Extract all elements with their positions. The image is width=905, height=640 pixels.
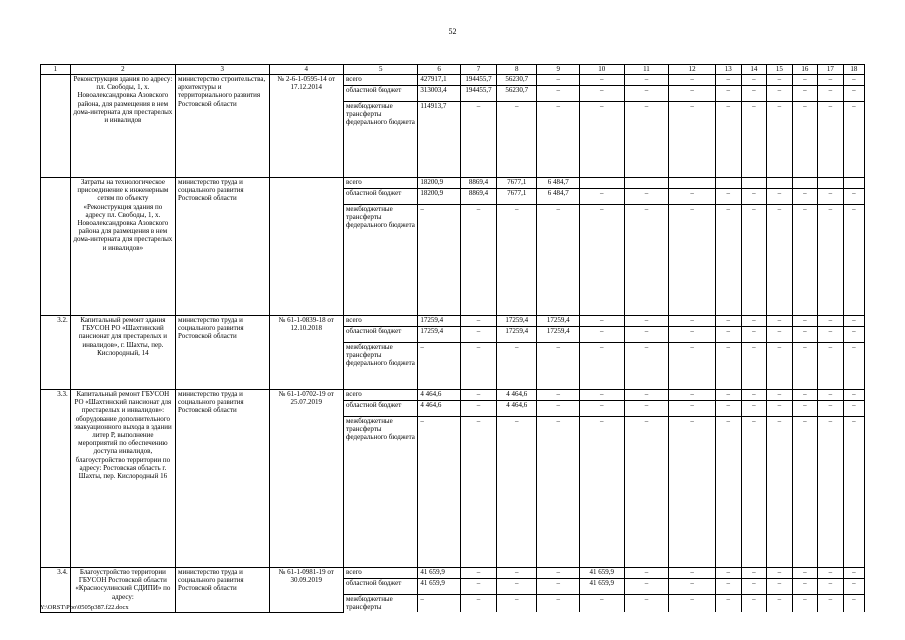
amount-cell: – xyxy=(624,417,669,568)
amount-cell: – xyxy=(579,390,624,401)
amount-cell: 56230,7 xyxy=(497,86,537,102)
amount-cell: – xyxy=(624,595,669,613)
amount-cell: – xyxy=(741,189,767,205)
amount-cell: – xyxy=(741,568,767,579)
column-number: 7 xyxy=(460,65,496,75)
amount-cell xyxy=(792,178,818,189)
amount-cell: – xyxy=(716,390,742,401)
amount-cell: – xyxy=(741,327,767,343)
amount-cell: – xyxy=(460,417,496,568)
funding-source: областной бюджет xyxy=(344,401,418,417)
amount-cell: 4 464,6 xyxy=(418,401,461,417)
amount-cell: 17259,4 xyxy=(497,316,537,327)
funding-source: всего xyxy=(344,316,418,327)
amount-cell: – xyxy=(716,401,742,417)
amount-cell: 17259,4 xyxy=(418,316,461,327)
amount-cell: 17259,4 xyxy=(537,316,580,327)
column-number: 8 xyxy=(497,65,537,75)
object-name: Капитальный ремонт здания ГБУСОН РО «Шахтинский пансионат для престарелых и инвалидов», г. Шахты, пер. Кислородный, 14 xyxy=(70,316,175,390)
table-row xyxy=(41,390,865,401)
amount-cell: – xyxy=(460,205,496,316)
amount-cell: – xyxy=(624,343,669,390)
amount-cell: – xyxy=(818,316,844,327)
column-number: 16 xyxy=(792,65,818,75)
expertise-conclusion: № 61-1-0981-19 от 30.09.2019 xyxy=(269,568,343,613)
amount-cell: – xyxy=(716,417,742,568)
executor: министерство труда и социального развития Ростовской области xyxy=(176,568,270,613)
amount-cell: – xyxy=(624,401,669,417)
amount-cell: – xyxy=(669,327,716,343)
amount-cell: – xyxy=(624,205,669,316)
amount-cell: – xyxy=(460,568,496,579)
amount-cell: – xyxy=(741,417,767,568)
column-number: 10 xyxy=(579,65,624,75)
amount-cell: – xyxy=(818,417,844,568)
amount-cell: – xyxy=(669,568,716,579)
item-number xyxy=(41,75,71,178)
amount-cell: – xyxy=(818,343,844,390)
amount-cell: – xyxy=(767,86,793,102)
amount-cell: 194455,7 xyxy=(460,86,496,102)
amount-cell: – xyxy=(843,86,864,102)
amount-cell: – xyxy=(818,401,844,417)
amount-cell: – xyxy=(418,343,461,390)
page-number: 52 xyxy=(448,27,457,36)
amount-cell: – xyxy=(792,316,818,327)
funding-source: всего xyxy=(344,568,418,579)
amount-cell: 7677,1 xyxy=(497,178,537,189)
amount-cell: – xyxy=(669,316,716,327)
amount-cell: – xyxy=(843,390,864,401)
item-number: 3.4. xyxy=(41,568,71,613)
amount-cell: – xyxy=(669,189,716,205)
amount-cell: – xyxy=(497,343,537,390)
column-number: 2 xyxy=(70,65,175,75)
amount-cell: 114913,7 xyxy=(418,102,461,178)
amount-cell: – xyxy=(669,417,716,568)
amount-cell: – xyxy=(792,343,818,390)
amount-cell: – xyxy=(579,316,624,327)
amount-cell: – xyxy=(767,102,793,178)
amount-cell: – xyxy=(792,568,818,579)
funding-source: областной бюджет xyxy=(344,189,418,205)
amount-cell: – xyxy=(767,75,793,86)
amount-cell: – xyxy=(537,595,580,613)
item-number: 3.2. xyxy=(41,316,71,390)
amount-cell: – xyxy=(818,568,844,579)
file-path-footer: Y:\ORST\Ppo\0505p387.f22.docx xyxy=(40,604,129,611)
executor: министерство труда и социального развития Ростовской области xyxy=(176,316,270,390)
amount-cell: – xyxy=(460,595,496,613)
column-number: 12 xyxy=(669,65,716,75)
amount-cell: – xyxy=(579,86,624,102)
amount-cell: 41 659,9 xyxy=(579,579,624,595)
amount-cell: – xyxy=(792,595,818,613)
funding-source: областной бюджет xyxy=(344,579,418,595)
amount-cell: – xyxy=(716,86,742,102)
amount-cell: – xyxy=(741,86,767,102)
amount-cell: – xyxy=(741,401,767,417)
amount-cell: – xyxy=(792,205,818,316)
amount-cell: – xyxy=(767,579,793,595)
funding-source: межбюджетные трансферты xyxy=(344,595,418,613)
amount-cell xyxy=(741,178,767,189)
amount-cell: 7677,1 xyxy=(497,189,537,205)
funding-source: областной бюджет xyxy=(344,327,418,343)
funding-source: всего xyxy=(344,390,418,401)
amount-cell: – xyxy=(624,568,669,579)
expertise-conclusion: № 2-6-1-0595-14 от 17.12.2014 xyxy=(269,75,343,178)
amount-cell: – xyxy=(843,579,864,595)
amount-cell: – xyxy=(741,343,767,390)
amount-cell: – xyxy=(497,568,537,579)
amount-cell: 427917,1 xyxy=(418,75,461,86)
amount-cell: – xyxy=(537,75,580,86)
amount-cell: – xyxy=(818,595,844,613)
amount-cell: – xyxy=(497,417,537,568)
amount-cell: – xyxy=(818,327,844,343)
amount-cell: – xyxy=(460,401,496,417)
amount-cell xyxy=(818,178,844,189)
amount-cell: – xyxy=(716,568,742,579)
amount-cell: – xyxy=(669,102,716,178)
amount-cell: – xyxy=(537,568,580,579)
column-number: 13 xyxy=(716,65,742,75)
amount-cell: – xyxy=(669,75,716,86)
amount-cell: – xyxy=(537,205,580,316)
amount-cell: – xyxy=(843,417,864,568)
amount-cell: – xyxy=(716,327,742,343)
amount-cell: – xyxy=(792,417,818,568)
amount-cell: – xyxy=(843,189,864,205)
amount-cell: – xyxy=(818,189,844,205)
amount-cell: – xyxy=(460,390,496,401)
amount-cell: – xyxy=(624,327,669,343)
amount-cell: – xyxy=(497,579,537,595)
executor: министерство строительства, архитектуры и территориального развития Ростовской области xyxy=(176,75,270,178)
amount-cell: – xyxy=(843,343,864,390)
amount-cell: 56230,7 xyxy=(497,75,537,86)
amount-cell: – xyxy=(716,595,742,613)
amount-cell: – xyxy=(716,189,742,205)
funding-source: межбюджетные трансферты федерального бюджета xyxy=(344,102,418,178)
expertise-conclusion xyxy=(269,178,343,316)
object-name: Затраты на технологическое присоединение к инженерным сетям по объекту «Реконструкция здания по адресу пл. Свободы, 1, х. Новоалександровка Азовского района для размещения в нем дома-интерната для престарелых и инвалидов» xyxy=(70,178,175,316)
column-number: 6 xyxy=(418,65,461,75)
object-name: Капитальный ремонт ГБУСОН РО «Шахтинский пансионат для престарелых и инвалидов»: оборудование дополнительного эвакуационного выхода в здании литер Р, выполнение мероприятий по обеспечению доступа инвалидов, благоустройство территории по адресу: Ростовская область г. Шахты, пер. Кислородный 16 xyxy=(70,390,175,568)
amount-cell: – xyxy=(843,102,864,178)
amount-cell: – xyxy=(716,205,742,316)
amount-cell: – xyxy=(460,343,496,390)
table-row xyxy=(41,316,865,327)
amount-cell: – xyxy=(579,417,624,568)
amount-cell: – xyxy=(537,86,580,102)
amount-cell: – xyxy=(843,205,864,316)
amount-cell: – xyxy=(497,595,537,613)
amount-cell: – xyxy=(579,343,624,390)
column-number: 5 xyxy=(344,65,418,75)
amount-cell: – xyxy=(767,401,793,417)
amount-cell: – xyxy=(624,390,669,401)
amount-cell: – xyxy=(624,75,669,86)
amount-cell: – xyxy=(767,568,793,579)
amount-cell: – xyxy=(767,417,793,568)
amount-cell: – xyxy=(624,579,669,595)
amount-cell: – xyxy=(418,417,461,568)
amount-cell: 18200,9 xyxy=(418,178,461,189)
amount-cell: – xyxy=(741,205,767,316)
column-number: 18 xyxy=(843,65,864,75)
amount-cell xyxy=(579,178,624,189)
amount-cell: – xyxy=(792,75,818,86)
amount-cell: – xyxy=(669,579,716,595)
amount-cell xyxy=(843,178,864,189)
amount-cell: – xyxy=(579,401,624,417)
amount-cell: – xyxy=(418,205,461,316)
amount-cell: – xyxy=(579,595,624,613)
amount-cell: 17259,4 xyxy=(497,327,537,343)
amount-cell xyxy=(669,178,716,189)
amount-cell: – xyxy=(624,86,669,102)
amount-cell: 18200,9 xyxy=(418,189,461,205)
amount-cell: – xyxy=(741,102,767,178)
amount-cell: – xyxy=(460,316,496,327)
column-number: 11 xyxy=(624,65,669,75)
amount-cell: – xyxy=(818,205,844,316)
amount-cell xyxy=(767,178,793,189)
funding-source: межбюджетные трансферты федерального бюджета xyxy=(344,417,418,568)
amount-cell: – xyxy=(843,327,864,343)
amount-cell: – xyxy=(818,86,844,102)
amount-cell: – xyxy=(818,75,844,86)
amount-cell: – xyxy=(579,327,624,343)
amount-cell: – xyxy=(818,102,844,178)
amount-cell: – xyxy=(741,75,767,86)
amount-cell: – xyxy=(792,579,818,595)
amount-cell: – xyxy=(843,595,864,613)
amount-cell: – xyxy=(792,390,818,401)
amount-cell: 4 464,6 xyxy=(497,401,537,417)
executor: министерство труда и социального развития Ростовской области xyxy=(176,178,270,316)
amount-cell: – xyxy=(741,390,767,401)
table-row xyxy=(41,75,865,86)
amount-cell: – xyxy=(669,401,716,417)
table-row xyxy=(41,178,865,189)
column-number: 17 xyxy=(818,65,844,75)
funding-source: всего xyxy=(344,75,418,86)
expertise-conclusion: № 61-1-0839-18 от 12.10.2018 xyxy=(269,316,343,390)
amount-cell: – xyxy=(767,316,793,327)
amount-cell: – xyxy=(716,102,742,178)
amount-cell: – xyxy=(624,189,669,205)
amount-cell: 6 484,7 xyxy=(537,189,580,205)
amount-cell: 41 659,9 xyxy=(579,568,624,579)
amount-cell: – xyxy=(418,595,461,613)
amount-cell: 17259,4 xyxy=(418,327,461,343)
amount-cell: – xyxy=(767,595,793,613)
amount-cell: – xyxy=(741,579,767,595)
item-number: 3.3. xyxy=(41,390,71,568)
amount-cell xyxy=(716,178,742,189)
amount-cell: – xyxy=(579,75,624,86)
funding-source: межбюджетные трансферты федерального бюджета xyxy=(344,343,418,390)
amount-cell: – xyxy=(843,568,864,579)
amount-cell: – xyxy=(767,390,793,401)
amount-cell: – xyxy=(669,86,716,102)
amount-cell: – xyxy=(669,595,716,613)
amount-cell: – xyxy=(537,579,580,595)
amount-cell: – xyxy=(537,390,580,401)
table-row xyxy=(41,568,865,579)
amount-cell: – xyxy=(767,327,793,343)
amount-cell: 8869,4 xyxy=(460,178,496,189)
amount-cell: – xyxy=(624,316,669,327)
item-number xyxy=(41,178,71,316)
amount-cell: – xyxy=(460,327,496,343)
amount-cell: – xyxy=(716,75,742,86)
amount-cell: – xyxy=(767,343,793,390)
amount-cell: – xyxy=(843,316,864,327)
column-number: 3 xyxy=(176,65,270,75)
amount-cell: – xyxy=(579,102,624,178)
object-name: Благоустройство территории ГБУСОН Ростовской области «Красносулинский СДИПИ» по адресу: xyxy=(70,568,175,613)
amount-cell: 41 659,9 xyxy=(418,579,461,595)
amount-cell: – xyxy=(579,189,624,205)
amount-cell: 4 464,6 xyxy=(418,390,461,401)
amount-cell: – xyxy=(792,327,818,343)
amount-cell: – xyxy=(669,205,716,316)
program-table xyxy=(40,64,865,613)
funding-source: всего xyxy=(344,178,418,189)
amount-cell: – xyxy=(716,316,742,327)
column-number: 15 xyxy=(767,65,793,75)
amount-cell: – xyxy=(537,401,580,417)
amount-cell: – xyxy=(537,102,580,178)
amount-cell: – xyxy=(669,390,716,401)
amount-cell: – xyxy=(537,343,580,390)
amount-cell: – xyxy=(497,102,537,178)
amount-cell: 313003,4 xyxy=(418,86,461,102)
amount-cell: – xyxy=(716,343,742,390)
amount-cell: – xyxy=(818,390,844,401)
amount-cell: – xyxy=(792,189,818,205)
expertise-conclusion: № 61-1-0702-19 от 25.07.2019 xyxy=(269,390,343,568)
amount-cell: 6 484,7 xyxy=(537,178,580,189)
amount-cell: 194455,7 xyxy=(460,75,496,86)
funding-source: областной бюджет xyxy=(344,86,418,102)
amount-cell: – xyxy=(843,75,864,86)
amount-cell: 4 464,6 xyxy=(497,390,537,401)
amount-cell: – xyxy=(741,316,767,327)
amount-cell xyxy=(624,178,669,189)
amount-cell: – xyxy=(843,401,864,417)
funding-source: межбюджетные трансферты федерального бюджета xyxy=(344,205,418,316)
object-name: Реконструкция здания по адресу: пл. Свободы, 1, х. Новоалександровка Азовского района, для размещения в нем дома-интерната для престарелых и инвалидов xyxy=(70,75,175,178)
amount-cell: – xyxy=(767,205,793,316)
amount-cell: 8869,4 xyxy=(460,189,496,205)
amount-cell: – xyxy=(716,579,742,595)
amount-cell: – xyxy=(767,189,793,205)
amount-cell: – xyxy=(579,205,624,316)
amount-cell: – xyxy=(624,102,669,178)
executor: министерство труда и социального развития Ростовской области xyxy=(176,390,270,568)
column-number: 9 xyxy=(537,65,580,75)
column-number: 1 xyxy=(41,65,71,75)
amount-cell: – xyxy=(792,86,818,102)
column-number: 4 xyxy=(269,65,343,75)
column-number-row xyxy=(41,65,865,75)
amount-cell: – xyxy=(669,343,716,390)
amount-cell: – xyxy=(537,417,580,568)
amount-cell: – xyxy=(818,579,844,595)
amount-cell: – xyxy=(792,401,818,417)
amount-cell: – xyxy=(792,102,818,178)
amount-cell: – xyxy=(460,102,496,178)
amount-cell: – xyxy=(460,579,496,595)
amount-cell: – xyxy=(497,205,537,316)
amount-cell: – xyxy=(741,595,767,613)
column-number: 14 xyxy=(741,65,767,75)
amount-cell: 17259,4 xyxy=(537,327,580,343)
amount-cell: 41 659,9 xyxy=(418,568,461,579)
